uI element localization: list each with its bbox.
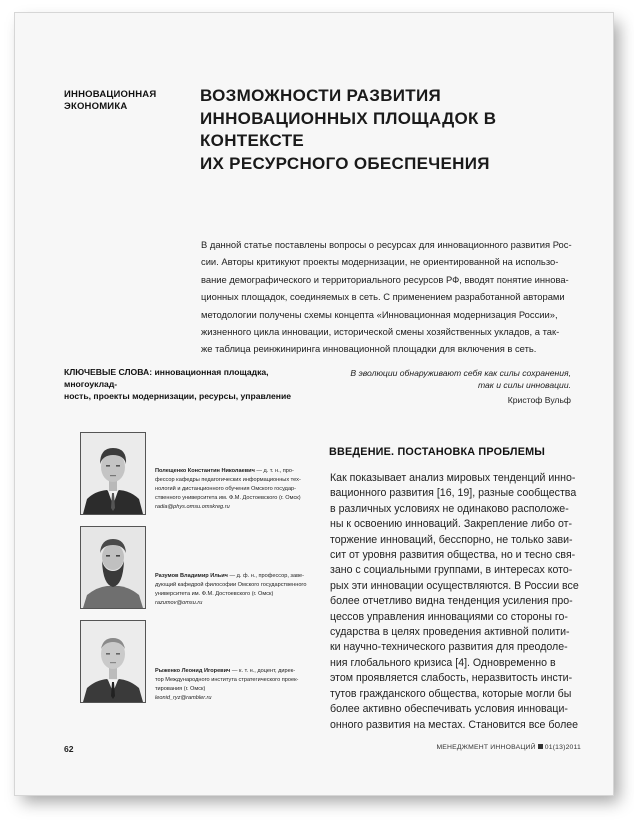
portrait-image <box>81 433 145 514</box>
keywords-line: ность, проекты модернизации, ресурсы, управление <box>64 391 292 401</box>
abstract-line: же таблица реинжиниринга инновационной площадки для включения в сеть. <box>201 343 537 355</box>
abstract-line: вание демографического и территориального ресурсов РФ, вводят понятие иннова- <box>201 273 569 285</box>
abstract-line: ционных площадок, соединяемых в сеть. С применением разработанной авторами <box>201 291 565 303</box>
body-line: более отчетливо видна тенденция усиления про- <box>330 595 573 608</box>
square-bullet-icon <box>538 744 543 749</box>
title-line: ИННОВАЦИОННЫХ ПЛОЩАДОК В КОНТЕКСТЕ <box>200 108 497 150</box>
body-line: ния глобального кризиса [4]. Одновременно в <box>330 656 556 669</box>
epigraph-quote-line: В эволюции обнаруживают себя как силы сохранения, <box>350 368 571 378</box>
portrait-image <box>81 621 145 702</box>
epigraph-author: Кристоф Вульф <box>507 395 571 405</box>
author-name: Разумов Владимир Ильич <box>155 573 228 579</box>
abstract <box>201 236 585 358</box>
rubric-line: ИННОВАЦИОННАЯ <box>64 89 157 100</box>
section-heading: ВВЕДЕНИЕ. ПОСТАНОВКА ПРОБЛЕМЫ <box>329 446 546 458</box>
abstract-line: сии. Авторы критикуют проекты модернизации, не ориентированной на использо- <box>201 256 559 268</box>
body-line: вационного развития [16, 19], разные сообщества <box>330 487 577 500</box>
author-bio-line: — д. ф. н., профессор, заве- <box>229 573 304 579</box>
body-line: рых эти инновации осуществляются. В России все <box>330 579 579 592</box>
body-line: зано с социальными группами, в интересах кото- <box>330 564 573 577</box>
author-bio-line: фессор кафедры педагогических информационных тех- <box>155 477 301 483</box>
rubric-line: ЭКОНОМИКА <box>64 101 128 112</box>
title-line: ВОЗМОЖНОСТИ РАЗВИТИЯ <box>200 86 442 105</box>
author-photo-poleshchenko <box>80 432 146 515</box>
body-line: сударства в целях проведения активной полити- <box>330 626 570 639</box>
portrait-image <box>81 527 145 608</box>
abstract-line: жизненного цикла инновации, исторической смены хозяйственных укладов, а так- <box>201 326 560 338</box>
author-email[interactable]: razumov@omsu.ru <box>155 600 203 606</box>
author-bio-line: нологий и дистанционного обучения Омского государ- <box>155 486 297 492</box>
body-line: онного развития на местах. Становится все более <box>330 718 579 731</box>
epigraph <box>330 367 571 406</box>
body-line: в различных условиях не одинаково расположе- <box>330 502 569 515</box>
author-bio-line: тор Международного института стратегического проек- <box>155 677 299 683</box>
abstract-line: методологии получены схемы концепта «Инновационная модернизация России», <box>201 308 558 320</box>
author-name: Рыженко Леонид Игоревич <box>155 668 231 674</box>
page-number: 62 <box>64 744 74 754</box>
author-bio-line: тирования (г. Омск) <box>155 686 206 692</box>
abstract-line: В данной статье поставлены вопросы о ресурсах для инновационного развития Рос- <box>201 239 572 250</box>
epigraph-quote-line: так и силы инновации. <box>477 380 571 390</box>
author-email[interactable]: radia@phys.omsu.omskreg.ru <box>155 504 230 510</box>
author-bio-line: университета им. Ф.М. Достоевского (г. Омск) <box>155 591 274 597</box>
author-bio-line: — к. т. н., доцент, дирек- <box>231 668 296 674</box>
author-bio <box>155 572 315 608</box>
keywords-line: КЛЮЧЕВЫЕ СЛОВА: инновационная площадка, многоуклад- <box>64 367 269 389</box>
author-photo-ryzhenko <box>80 620 146 703</box>
body-line: более активно обеспечивать условия инноваци- <box>330 703 568 716</box>
footer-journal <box>401 744 581 751</box>
author-photo-razumov <box>80 526 146 609</box>
journal-name: МЕНЕДЖМЕНТ ИННОВАЦИЙ <box>436 744 536 751</box>
author-bio <box>155 467 315 512</box>
body-line: ны к освоению инноваций. Закрепление либо от- <box>330 518 572 531</box>
author-bio <box>155 667 315 703</box>
article-title <box>200 85 590 175</box>
keywords <box>64 366 324 402</box>
body-line: сит от уровня развития общества, но и тесно свя- <box>330 549 576 562</box>
body-line: торжение инноваций, бесспорно, не только зави- <box>330 533 573 546</box>
body-line: Как показывает анализ мировых тенденций инно- <box>330 472 576 484</box>
author-bio-line: дующий кафедрой философии Омского государственного <box>155 582 307 588</box>
body-line: цессов управления инновациями со стороны го- <box>330 610 568 623</box>
body-line: ки научно-технического развития для преодоле- <box>330 641 568 654</box>
journal-issue: 01(13)2011 <box>544 744 581 751</box>
author-bio-line: ственного университета им. Ф.М. Достоевского (г. Омск) <box>155 495 301 501</box>
body-line: тутов гражданского общества, которые могли бы <box>330 687 572 700</box>
body-text <box>330 471 583 733</box>
author-name: Полещенко Константин Николаевич <box>155 468 255 474</box>
body-line: этом проявляется слабость, неразвитость инсти- <box>330 672 573 685</box>
rubric-label <box>64 89 184 113</box>
author-bio-line: — д. т. н., про- <box>256 468 294 474</box>
author-email[interactable]: leonid_ryz@rambler.ru <box>155 695 212 701</box>
title-line: ИХ РЕСУРСНОГО ОБЕСПЕЧЕНИЯ <box>200 153 490 173</box>
